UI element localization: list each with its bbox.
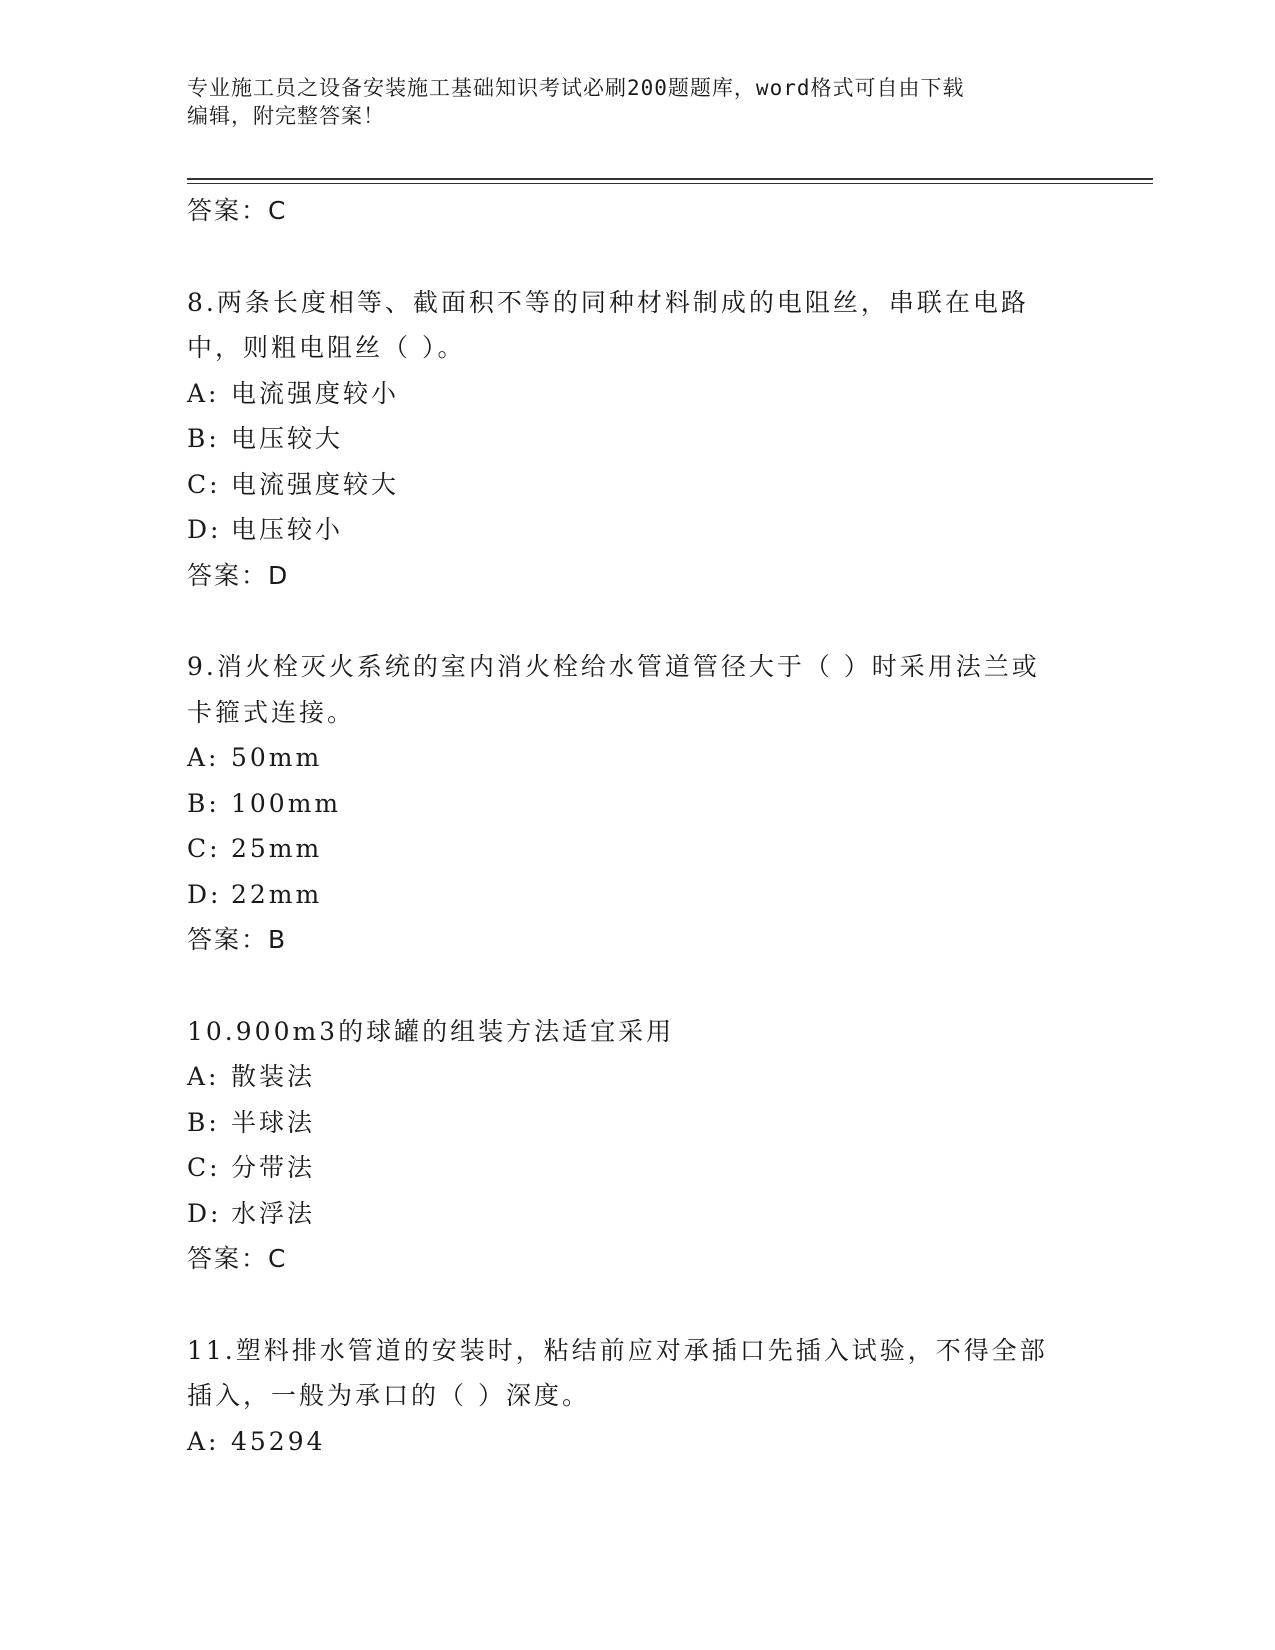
option-key: D: <box>187 1198 222 1228</box>
question-8-option-c <box>187 462 1087 508</box>
option-text: 45294 <box>231 1426 326 1456</box>
question-9-option-b <box>187 781 1087 827</box>
option-key: A: <box>187 378 220 408</box>
option-text: 50mm <box>231 743 323 772</box>
option-key: C: <box>187 834 221 863</box>
option-key: C: <box>187 1153 221 1182</box>
question-10-answer: 答案：C <box>187 1244 288 1273</box>
option-key: B: <box>187 788 220 818</box>
option-key: D: <box>187 515 222 544</box>
document-header <box>187 74 1067 130</box>
option-text: 半球法 <box>231 1107 316 1137</box>
question-11-stem-line-1: 11.塑料排水管道的安装时，粘结前应对承插口先插入试验，不得全部 <box>187 1335 1048 1365</box>
question-9-option-d <box>187 872 1087 918</box>
question-9 <box>187 644 1087 963</box>
question-8-answer: 答案：D <box>187 560 290 590</box>
question-11-stem-line-2: 插入，一般为承口的（ ）深度。 <box>187 1381 590 1410</box>
question-8-stem-line-2: 中，则粗电阻丝（ ）。 <box>187 333 466 362</box>
question-8-stem-line-1: 8.两条长度相等、截面积不等的同种材料制成的电阻丝，串联在电路 <box>187 287 1029 317</box>
question-8-option-d <box>187 507 1087 553</box>
option-text: 分带法 <box>231 1153 316 1182</box>
document-body <box>187 188 1087 1464</box>
option-text: 100mm <box>231 788 342 818</box>
option-text: 电压较大 <box>231 424 344 453</box>
option-text: 22mm <box>231 879 323 909</box>
option-text: 散装法 <box>231 1062 316 1091</box>
question-11-option-a <box>187 1419 1087 1465</box>
spacer <box>187 1282 1087 1328</box>
option-text: 水浮法 <box>231 1198 316 1228</box>
spacer <box>187 234 1087 280</box>
spacer <box>187 963 1087 1009</box>
question-9-answer: 答案：B <box>187 925 288 954</box>
question-10 <box>187 1009 1087 1282</box>
option-text: 25mm <box>231 834 323 863</box>
option-key: D: <box>187 879 222 909</box>
header-rule-thin <box>187 183 1153 184</box>
question-11 <box>187 1328 1087 1465</box>
question-10-option-a <box>187 1054 1087 1100</box>
answer-7: 答案：C <box>187 196 288 225</box>
option-key: C: <box>187 469 221 499</box>
option-text: 电流强度较大 <box>231 469 400 499</box>
option-key: A: <box>187 1426 220 1456</box>
question-10-option-d <box>187 1191 1087 1237</box>
question-8 <box>187 280 1087 599</box>
spacer <box>187 598 1087 644</box>
option-text: 电流强度较小 <box>231 378 400 408</box>
question-9-option-c <box>187 826 1087 872</box>
option-key: A: <box>187 743 220 772</box>
question-10-option-c <box>187 1145 1087 1191</box>
header-rule-thick <box>187 178 1153 180</box>
option-key: B: <box>187 424 220 453</box>
question-8-option-b <box>187 416 1087 462</box>
question-9-stem-line-2: 卡箍式连接。 <box>187 697 356 727</box>
question-10-stem-line-1: 10.900m3的球罐的组装方法适宜采用 <box>187 1016 675 1046</box>
question-9-stem-line-1: 9.消火栓灭火系统的室内消火栓给水管道管径大于（ ）时采用法兰或 <box>187 652 1040 681</box>
question-10-option-b <box>187 1100 1087 1146</box>
option-key: B: <box>187 1107 220 1137</box>
header-line-2: 编辑，附完整答案！ <box>187 104 385 128</box>
question-8-option-a <box>187 371 1087 417</box>
option-text: 电压较小 <box>231 515 344 544</box>
header-line-1: 专业施工员之设备安装施工基础知识考试必刷200题题库，word格式可自由下载 <box>187 76 965 100</box>
question-9-option-a <box>187 735 1087 781</box>
option-key: A: <box>187 1062 220 1091</box>
